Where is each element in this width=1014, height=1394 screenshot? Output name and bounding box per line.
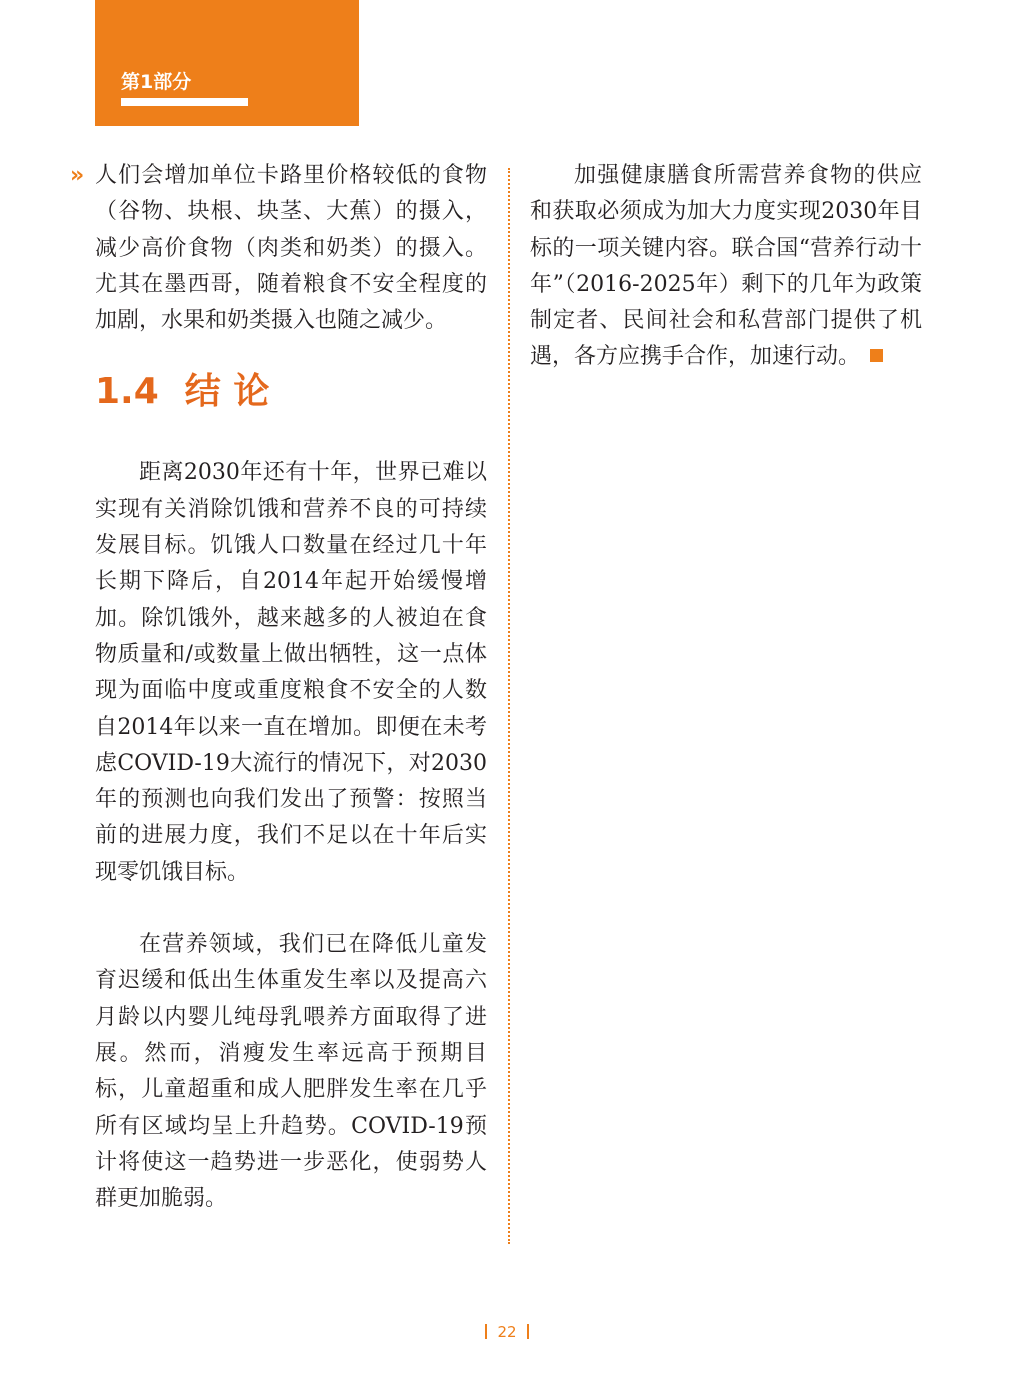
footer-bar-left: [485, 1324, 487, 1339]
paragraph-conclusion-1: 距离2030年还有十年，世界已难以实现有关消除饥饿和营养不良的可持续发展目标。饥饿人口数量在经过几十年长期下降后，自2014年起开始缓慢增加。除饥饿外，越来越多的人被迫在食物质量和/或数量上做出牺牲，这一点体现为面临中度或重度粮食不安全的人数自2014年以来一直在增加。即便在未考虑COVID-19大流行的情况下，对2030年的预测也向我们发出了预警：按照当前的进展力度，我们不足以在十年后实现零饥饿目标。: [95, 460, 487, 885]
bullet-text: 人们会增加单位卡路里价格较低的食物（谷物、块根、块茎、大蕉）的摄入，减少高价食物（肉类和奶类）的摄入。尤其在墨西哥，随着粮食不安全程度的加剧，水果和奶类摄入也随之减少。: [95, 163, 487, 334]
bullet-chevron-icon: »: [70, 163, 85, 188]
right-column: [530, 158, 922, 376]
column-divider: [508, 168, 510, 1244]
section-label: 第1部分: [121, 71, 192, 93]
page-footer: [0, 1322, 1014, 1342]
bullet-item: [70, 158, 487, 339]
paragraph-gap: [95, 891, 487, 927]
page-number: 22: [497, 1323, 517, 1341]
paragraph-conclusion-2: 在营养领域，我们已在降低儿童发育迟缓和低出生体重发生率以及提高六月龄以内婴儿纯母乳喂养方面取得了进展。然而，消瘦发生率远高于预期目标，儿童超重和成人肥胖发生率在几乎所有区域均呈上升趋势。COVID-19预计将使这一趋势进一步恶化，使弱势人群更加脆弱。: [95, 932, 487, 1212]
section-header-block: [95, 0, 359, 126]
end-square-icon: [870, 349, 883, 362]
footer-bar-right: [527, 1324, 529, 1339]
left-column: [70, 158, 487, 1217]
section-heading-title: 结 论: [184, 371, 270, 413]
section-underline: [121, 98, 248, 106]
section-heading-number: 1.4: [95, 371, 159, 413]
paragraph-right-1: [530, 158, 922, 376]
paragraph-right-1-text: 加强健康膳食所需营养食物的供应和获取必须成为加大力度实现2030年目标的一项关键内容。联合国“营养行动十年”（2016-2025年）剩下的几年为政策制定者、民间社会和私营部门提供了机遇，各方应携手合作，加速行动。: [530, 163, 922, 370]
section-heading: [95, 369, 487, 415]
